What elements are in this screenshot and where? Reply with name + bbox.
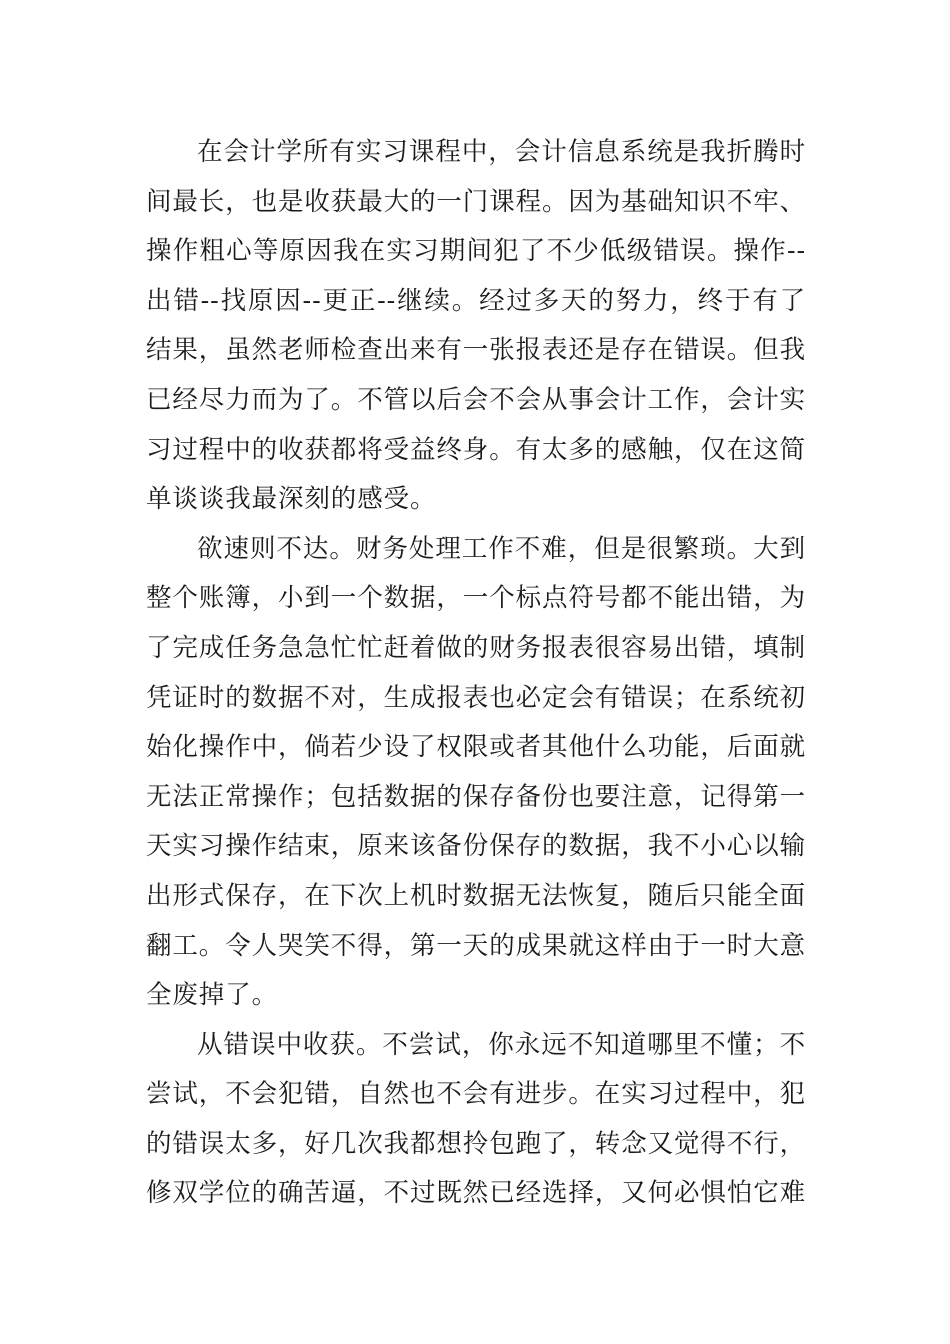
text-line: 从错误中收获。不尝试，你永远不知道哪里不懂；不 <box>197 1029 806 1060</box>
text-line: 已经尽力而为了。不管以后会不会从事会计工作，会计实 <box>146 384 807 415</box>
text-line: 尝试，不会犯错，自然也不会有进步。在实习过程中，犯 <box>146 1079 807 1110</box>
document-body <box>146 128 806 1219</box>
text-line: 出形式保存，在下次上机时数据无法恢复，随后只能全面 <box>146 880 807 911</box>
text-line: 操作粗心等原因我在实习期间犯了不少低级错误。操作-- <box>146 236 806 267</box>
text-line: 了完成任务急急忙忙赶着做的财务报表很容易出错，填制 <box>146 632 807 663</box>
text-line: 凭证时的数据不对，生成报表也必定会有错误；在系统初 <box>146 682 807 713</box>
text-line: 的错误太多，好几次我都想拎包跑了，转念又觉得不行， <box>146 1128 807 1159</box>
text-line: 翻工。令人哭笑不得，第一天的成果就这样由于一时大意 <box>146 930 807 961</box>
text-line: 全废掉了。 <box>146 980 279 1011</box>
text-line: 在会计学所有实习课程中，会计信息系统是我折腾时 <box>197 137 806 167</box>
text-line: 无法正常操作；包括数据的保存备份也要注意，记得第一 <box>146 781 807 812</box>
text-line: 单谈谈我最深刻的感受。 <box>146 484 437 515</box>
text-line: 欲速则不达。财务处理工作不难，但是很繁琐。大到 <box>197 533 806 564</box>
paragraph-1 <box>146 128 806 525</box>
text-line: 出错--找原因--更正--继续。经过多天的努力，终于有了 <box>146 285 806 316</box>
text-line: 间最长，也是收获最大的一门课程。因为基础知识不牢、 <box>146 186 807 217</box>
text-line: 始化操作中，倘若少设了权限或者其他什么功能，后面就 <box>146 732 807 763</box>
text-line: 整个账簿，小到一个数据，一个标点符号都不能出错，为 <box>146 583 807 614</box>
paragraph-2 <box>146 525 806 1021</box>
text-line: 结果，虽然老师检查出来有一张报表还是存在错误。但我 <box>146 335 807 366</box>
text-line: 修双学位的确苦逼，不过既然已经选择，又何必惧怕它难 <box>146 1178 807 1209</box>
text-line: 天实习操作结束，原来该备份保存的数据，我不小心以输 <box>146 831 807 862</box>
text-line: 习过程中的收获都将受益终身。有太多的感触，仅在这简 <box>146 434 807 465</box>
paragraph-3 <box>146 1021 806 1219</box>
